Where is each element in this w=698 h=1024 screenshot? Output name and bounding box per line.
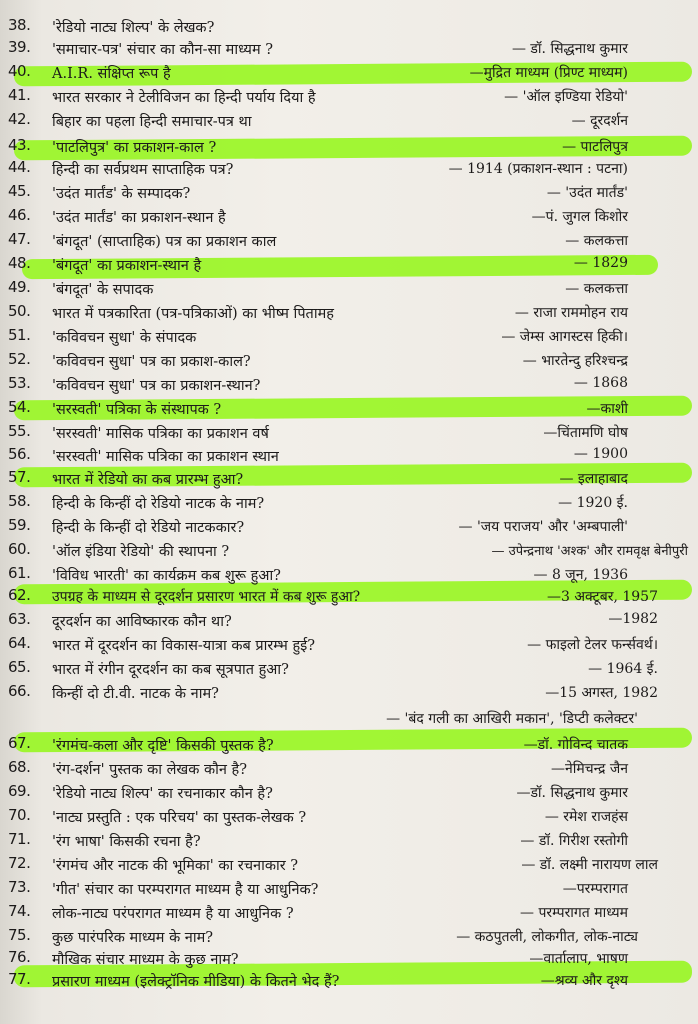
list-item — [0, 300, 698, 326]
list-item — [0, 876, 698, 902]
list-item — [0, 324, 698, 350]
list-item — [0, 252, 698, 278]
question-text: 'रेडियो नाट्य शिल्प' के लेखक? — [52, 20, 215, 36]
item-number: 41. — [8, 86, 31, 104]
item-number: 46. — [8, 206, 31, 224]
list-item — [0, 490, 698, 516]
item-number: 73. — [8, 878, 31, 896]
item-number: 71. — [8, 830, 31, 848]
list-item — [0, 852, 698, 878]
item-number: 39. — [8, 38, 31, 56]
list-item — [0, 276, 698, 302]
answer-text: — 8 जून, 1936 — [533, 567, 628, 583]
item-number: 59. — [8, 516, 31, 534]
list-item-continuation — [0, 706, 698, 732]
question-text: 'समाचार-पत्र' संचार का कौन-सा माध्यम ? — [52, 42, 273, 58]
answer-text: — 'ऑल इण्डिया रेडियो' — [504, 89, 628, 105]
answer-text: — डॉ. सिद्धनाथ कुमार — [511, 41, 628, 57]
item-number: 45. — [8, 182, 31, 200]
item-number: 40. — [8, 62, 31, 80]
item-number: 75. — [8, 926, 31, 944]
question-text: 'ऑल इंडिया रेडियो' की स्थापना ? — [52, 544, 230, 560]
item-number: 53. — [8, 374, 31, 392]
answer-text: — भारतेन्दु हरिश्चन्द्र — [522, 353, 628, 369]
answer-text: — डॉ. लक्ष्मी नारायण लाल — [521, 857, 658, 873]
question-text: भारत में पत्रकारिता (पत्र-पत्रिकाओं) का भीष्म पितामह — [52, 306, 334, 322]
item-number: 60. — [8, 540, 31, 558]
question-text: 'सरस्वती' मासिक पत्रिका का प्रकाशन स्थान — [52, 449, 279, 465]
question-text: 'उदंत मार्तंड' का प्रकाशन-स्थान है — [52, 210, 226, 226]
list-item — [0, 538, 698, 564]
list-item — [0, 84, 698, 110]
item-number: 77. — [8, 970, 31, 988]
item-number: 63. — [8, 610, 31, 628]
list-item — [0, 36, 698, 62]
item-number: 57. — [8, 468, 31, 486]
answer-text: — डॉ. गिरीश रस्तोगी — [520, 833, 628, 849]
answer-text: — कलकत्ता — [565, 281, 628, 297]
answer-text: — राजा राममोहन राय — [514, 305, 628, 321]
question-text: किन्हीं दो टी.वी. नाटक के नाम? — [52, 686, 219, 702]
question-text: कुछ पारंपरिक माध्यम के नाम? — [52, 930, 214, 946]
question-text: 'कविवचन सुधा' के संपादक — [52, 330, 197, 346]
item-number: 67. — [8, 734, 31, 752]
list-item — [0, 180, 698, 206]
answer-text: — पाटलिपुत्र — [562, 139, 628, 155]
item-number: 76. — [8, 948, 31, 966]
item-number: 42. — [8, 110, 31, 128]
item-number: 70. — [8, 806, 31, 824]
answer-text: —वार्तालाप, भाषण — [529, 951, 628, 967]
list-item — [0, 756, 698, 782]
list-item — [0, 204, 698, 230]
list-item — [0, 608, 698, 634]
answer-text: —डॉ. गोविन्द चातक — [523, 737, 628, 753]
answer-text: —मुद्रित माध्यम (प्रिण्ट माध्यम) — [469, 65, 628, 81]
answer-text: —काशी — [586, 401, 628, 417]
answer-text: — कठपुतली, लोकगीत, लोक-नाट्य — [456, 929, 638, 945]
answer-text: — जेम्स आगस्टस हिकी। — [501, 329, 628, 345]
list-item — [0, 108, 698, 134]
list-item — [0, 804, 698, 830]
answer-text: — उपेन्द्रनाथ 'अश्क' और रामवृक्ष बेनीपुरी — [491, 544, 688, 559]
question-text: हिन्दी के किन्हीं दो रेडियो नाटक के नाम? — [52, 496, 265, 512]
question-text: 'कविवचन सुधा' पत्र का प्रकाशन-स्थान? — [52, 378, 261, 394]
item-number: 50. — [8, 302, 31, 320]
question-text: उपग्रह के माध्यम से दूरदर्शन प्रसारण भारत में कब शुरू हुआ? — [52, 589, 361, 605]
question-text: लोक-नाट्य परंपरागत माध्यम है या आधुनिक ? — [52, 906, 294, 922]
question-text: 'रंगमंच-कला और दृष्टि' किसकी पुस्तक है? — [52, 738, 274, 754]
answer-text: — रमेश राजहंस — [544, 809, 628, 825]
list-item — [0, 514, 698, 540]
item-number: 66. — [8, 682, 31, 700]
answer-text: — 'बंद गली का आखिरी मकान', 'डिप्टी कलेक्टर' — [386, 711, 638, 727]
item-number: 68. — [8, 758, 31, 776]
item-number: 65. — [8, 658, 31, 676]
question-text: प्रसारण माध्यम (इलेक्ट्रॉनिक मीडिया) के कितने भेद हैं? — [52, 974, 340, 990]
question-text: मौखिक संचार माध्यम के कुछ नाम? — [52, 952, 239, 968]
question-text: 'सरस्वती' मासिक पत्रिका का प्रकाशन वर्ष — [52, 426, 269, 442]
item-number: 69. — [8, 782, 31, 800]
answer-text: — 1914 (प्रकाशन-स्थान : पटना) — [448, 161, 628, 177]
answer-text: —3 अक्टूबर, 1957 — [547, 589, 658, 605]
question-text: 'सरस्वती' पत्रिका के संस्थापक ? — [52, 402, 222, 418]
list-item — [0, 396, 698, 422]
answer-text: —1982 — [608, 611, 658, 627]
question-text: 'विविध भारती' का कार्यक्रम कब शुरू हुआ? — [52, 568, 281, 584]
answer-text: — फाइलो टेलर फर्न्सवर्थ। — [527, 637, 658, 653]
answer-text: — दूरदर्शन — [571, 113, 628, 129]
item-number: 47. — [8, 230, 31, 248]
answer-text: —नेमिचन्द्र जैन — [550, 761, 628, 777]
answer-text: — 'जय पराजय' और 'अम्बपाली' — [458, 519, 628, 535]
item-number: 52. — [8, 350, 31, 368]
answer-text: — इलाहाबाद — [559, 471, 628, 487]
answer-text: — 1900 — [573, 446, 628, 462]
list-item — [0, 968, 698, 994]
list-item — [0, 60, 698, 86]
list-item — [0, 228, 698, 254]
answer-text: — 1829 — [573, 255, 628, 271]
item-number: 72. — [8, 854, 31, 872]
question-text: बिहार का पहला हिन्दी समाचार-पत्र था — [52, 114, 252, 130]
list-item — [0, 372, 698, 398]
question-text: हिन्दी के किन्हीं दो रेडियो नाटककार? — [52, 520, 245, 536]
answer-text: — कलकत्ता — [565, 233, 628, 249]
item-number: 54. — [8, 398, 31, 416]
item-number: 38. — [8, 16, 31, 34]
answer-text: —श्रव्य और दृश्य — [540, 973, 628, 989]
list-item — [0, 466, 698, 492]
list-item — [0, 828, 698, 854]
question-text: भारत में रंगीन दूरदर्शन का कब सूत्रपात हुआ? — [52, 662, 289, 678]
question-text: 'बंगदूत' के सपादक — [52, 282, 154, 298]
item-number: 56. — [8, 445, 31, 463]
list-item — [0, 584, 698, 610]
question-text: भारत में दूरदर्शन का विकास-यात्रा कब प्रारम्भ हुई? — [52, 638, 316, 654]
item-number: 64. — [8, 634, 31, 652]
answer-text: —डॉ. सिद्धनाथ कुमार — [516, 785, 628, 801]
answer-text: — 1964 ई. — [588, 661, 658, 677]
question-text: 'पाटलिपुत्र' का प्रकाशन-काल ? — [52, 140, 217, 156]
question-text: 'रेडियो नाट्य शिल्प' का रचनाकार कौन है? — [52, 786, 273, 802]
answer-text: — 1920 ई. — [558, 495, 628, 511]
question-text: 'गीत' संचार का परम्परागत माध्यम है या आधुनिक? — [52, 882, 319, 898]
item-number: 61. — [8, 564, 31, 582]
answer-text: — परम्परागत माध्यम — [520, 905, 628, 921]
question-text: 'बंगदूत' (साप्ताहिक) पत्र का प्रकाशन काल — [52, 234, 277, 250]
question-text: 'कविवचन सुधा' पत्र का प्रकाश-काल? — [52, 354, 251, 370]
question-text: 'रंग-दर्शन' पुस्तक का लेखक कौन है? — [52, 762, 248, 778]
question-text: 'रंग भाषा' किसकी रचना है? — [52, 834, 201, 850]
question-text: 'नाट्य प्रस्तुति : एक परिचय' का पुस्तक-लेखक ? — [52, 810, 307, 826]
item-number: 49. — [8, 278, 31, 296]
answer-text: —परम्परागत — [562, 881, 628, 897]
answer-text: —15 अगस्त, 1982 — [545, 685, 658, 701]
item-number: 48. — [8, 254, 31, 272]
question-text: A.I.R. संक्षिप्त रूप है — [52, 66, 171, 82]
question-text: भारत में रेडियो का कब प्रारम्भ हुआ? — [52, 472, 244, 488]
list-item — [0, 680, 698, 706]
list-item — [0, 632, 698, 658]
question-text: दूरदर्शन का आविष्कारक कौन था? — [52, 614, 232, 630]
item-number: 43. — [8, 136, 31, 154]
item-number: 55. — [8, 422, 31, 440]
question-text: भारत सरकार ने टेलीविजन का हिन्दी पर्याय दिया है — [52, 90, 316, 106]
question-text: 'उदंत मार्तंड' के सम्पादक? — [52, 186, 191, 202]
list-item — [0, 156, 698, 182]
item-number: 44. — [8, 158, 31, 176]
answer-text: — 'उदंत मार्तंड' — [546, 185, 628, 201]
item-number: 58. — [8, 492, 31, 510]
item-number: 51. — [8, 326, 31, 344]
answer-text: — 1868 — [573, 375, 628, 391]
list-item — [0, 732, 698, 758]
question-text: 'बंगदूत' का प्रकाशन-स्थान है — [52, 258, 202, 274]
question-text: 'रंगमंच और नाटक की भूमिका' का रचनाकार ? — [52, 858, 299, 874]
list-item — [0, 900, 698, 926]
item-number: 74. — [8, 902, 31, 920]
list-item — [0, 780, 698, 806]
item-number: 62. — [8, 586, 31, 604]
list-item — [0, 348, 698, 374]
list-item — [0, 656, 698, 682]
answer-text: —पं. जुगल किशोर — [531, 209, 628, 225]
answer-text: —चिंतामणि घोष — [543, 425, 628, 441]
question-text: हिन्दी का सर्वप्रथम साप्ताहिक पत्र? — [52, 162, 234, 178]
